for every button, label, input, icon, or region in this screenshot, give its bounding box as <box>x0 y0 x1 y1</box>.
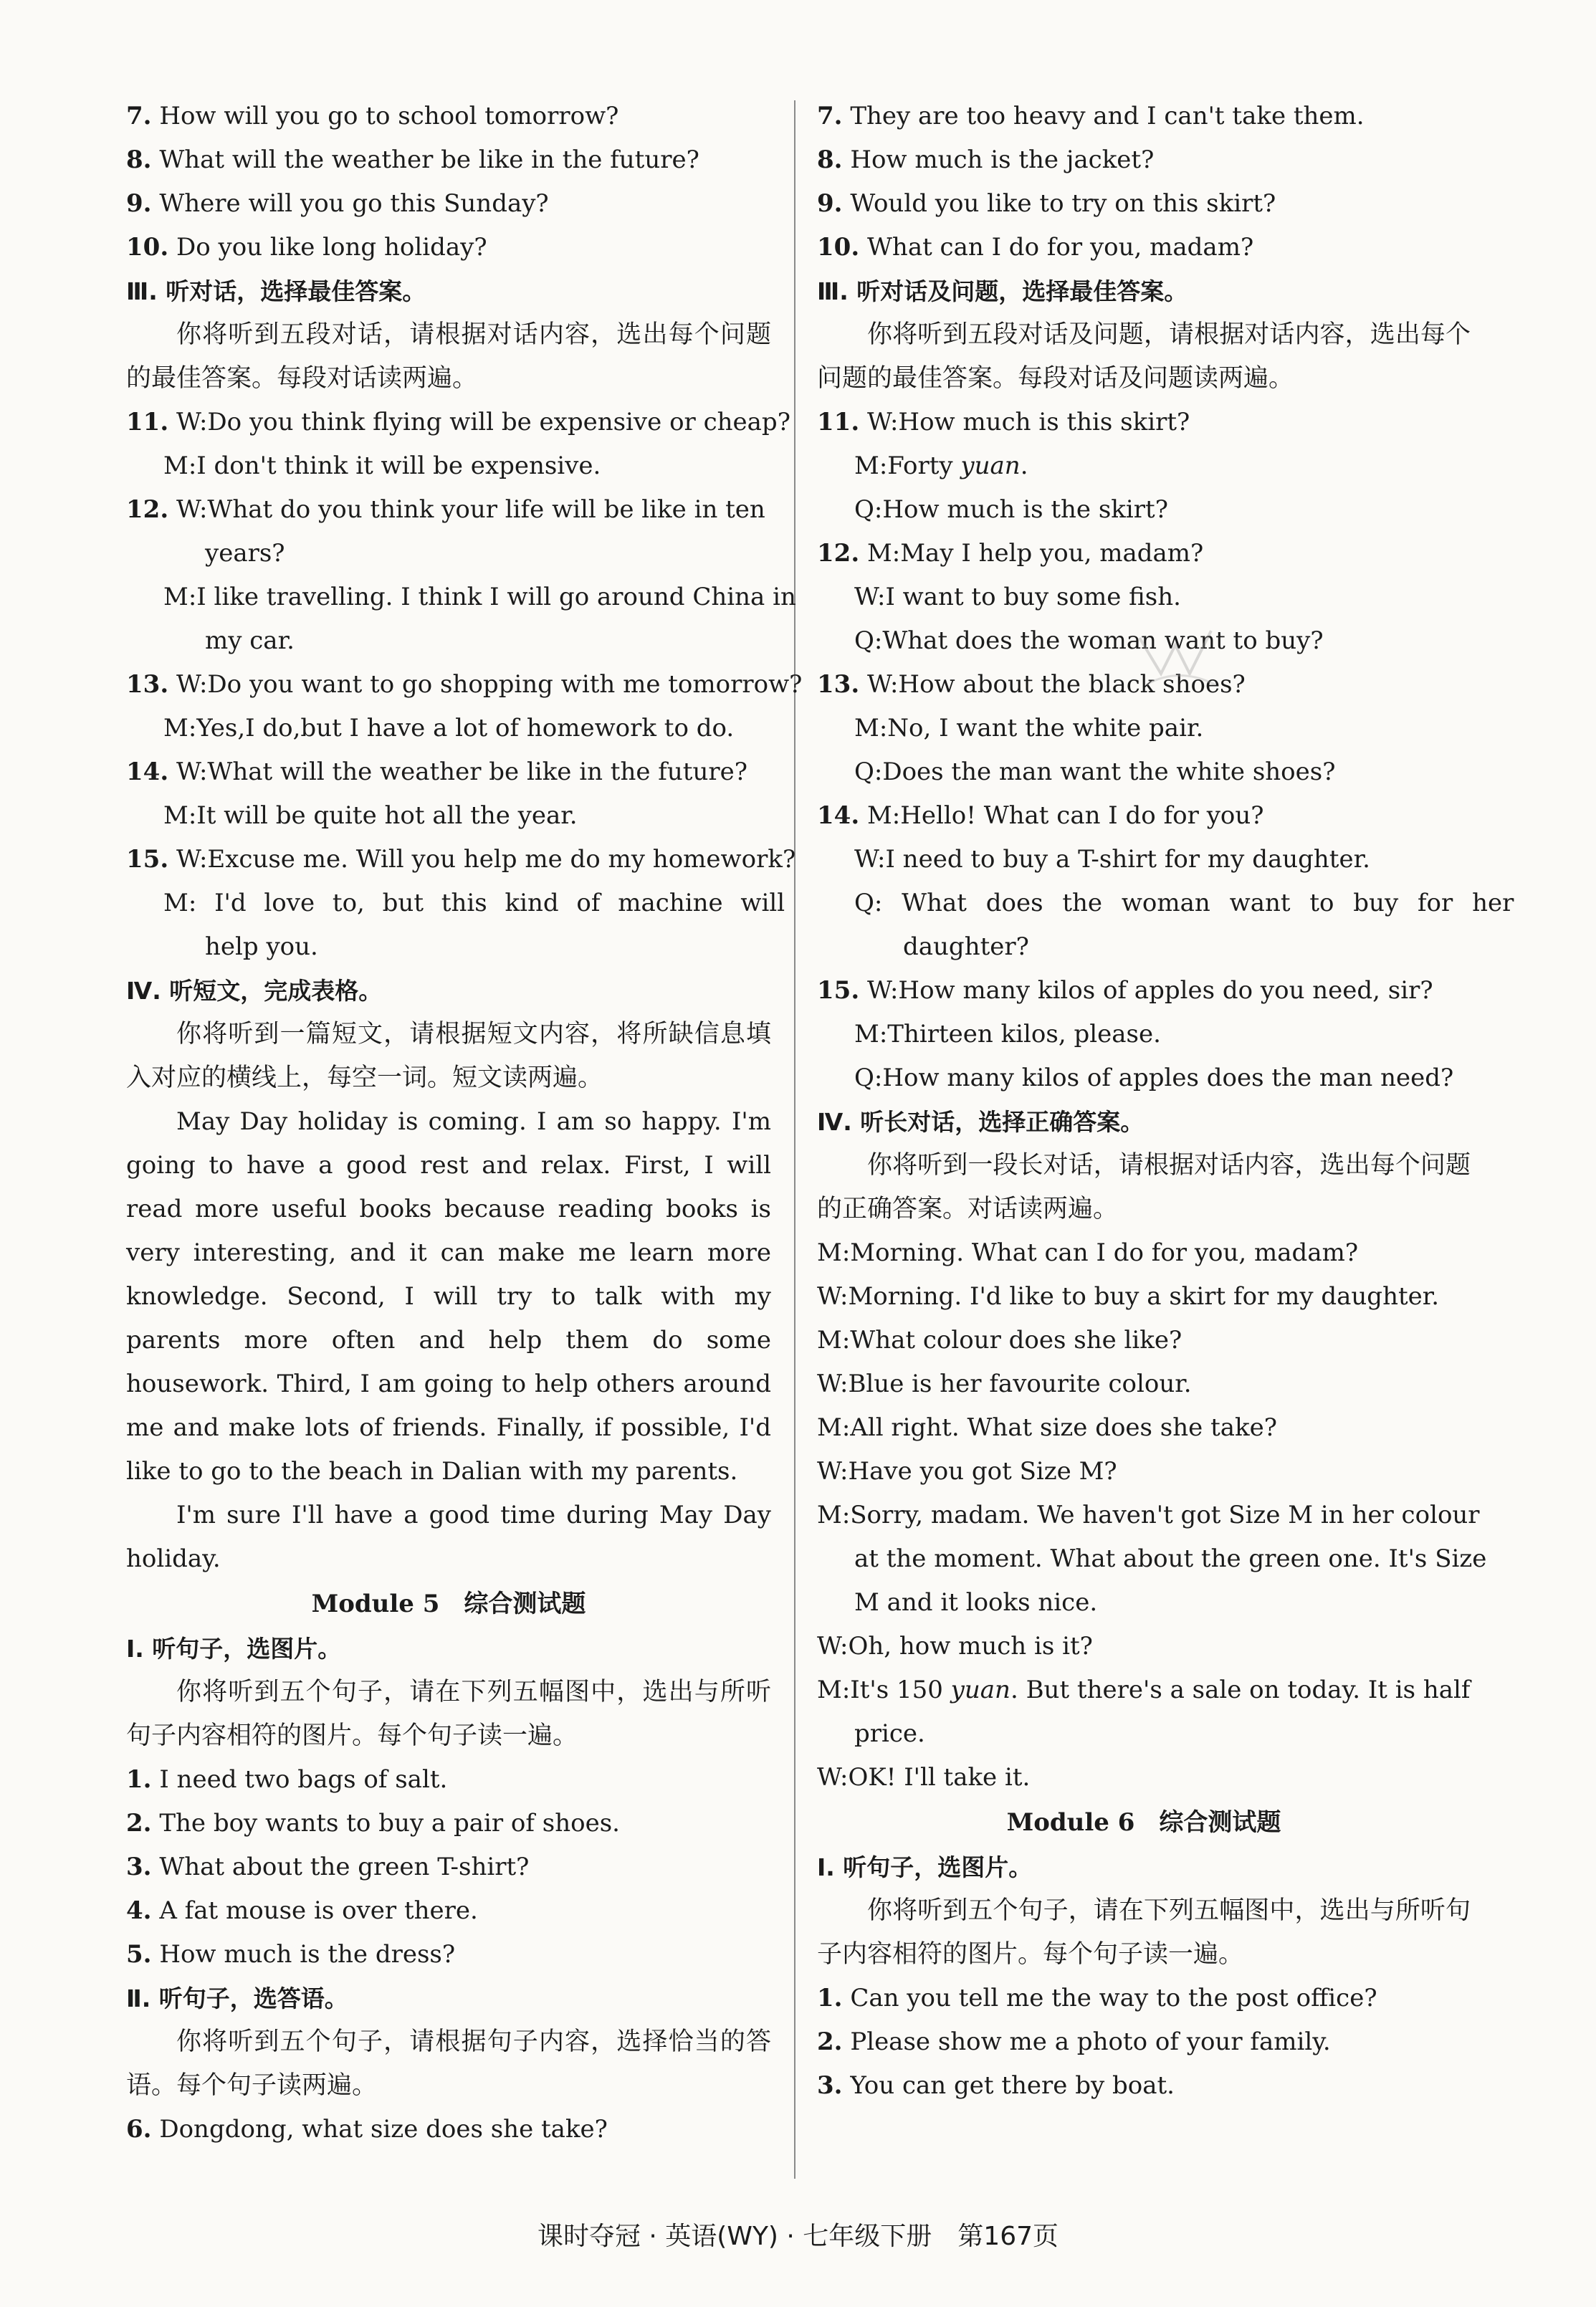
question-15: 15. W:How many kilos of apples do you need, sir? <box>817 976 1433 1005</box>
question-15: 15. W:Excuse me. Will you help me do my homework? <box>126 845 796 874</box>
dialogue-line: daughter? <box>903 932 1029 961</box>
list-item: 2. The boy wants to buy a pair of shoes. <box>126 1809 620 1838</box>
question-8: 8. What will the weather be like in the future? <box>126 145 699 174</box>
section-heading: Ⅲ. 听对话，选择最佳答案。 <box>126 277 426 305</box>
dialogue-line: Q: What does the woman want to buy for her <box>854 889 1514 917</box>
dialogue-line: M:I don't think it will be expensive. <box>163 452 601 480</box>
dialogue-line: price. <box>854 1719 925 1748</box>
question-11: 11. W:How much is this skirt? <box>817 408 1190 436</box>
section-intro: 你将听到五个句子，请根据句子内容，选择恰当的答语。每个句子读两遍。 <box>126 2027 771 2100</box>
dialogue-line: at the moment. What about the green one. It's Size <box>854 1544 1487 1573</box>
section-intro: 你将听到一篇短文，请根据短文内容，将所缺信息填入对应的横线上，每空一词。短文读两遍。 <box>126 1020 771 1092</box>
section-intro: 你将听到五个句子，请在下列五幅图中，选出与所听句子内容相符的图片。每个句子读一遍。 <box>817 1896 1471 1969</box>
list-item: 1. I need two bags of salt. <box>126 1765 448 1794</box>
left-column <box>126 95 803 2151</box>
dialogue-line: Q:How much is the skirt? <box>854 495 1168 524</box>
list-item: 3. You can get there by boat. <box>817 2071 1175 2100</box>
dialogue-line: M:All right. What size does she take? <box>817 1413 1277 1442</box>
question-11: 11. W:Do you think flying will be expensive or cheap? <box>126 408 790 436</box>
question-9: 9. Would you like to try on this skirt? <box>817 189 1276 218</box>
dialogue-line: W:Oh, how much is it? <box>817 1632 1093 1661</box>
module-title: Module 5 综合测试题 <box>311 1590 586 1618</box>
question-14: 14. W:What will the weather be like in the future? <box>126 758 747 786</box>
dialogue-line: M:No, I want the white pair. <box>854 714 1204 742</box>
question-8: 8. How much is the jacket? <box>817 145 1155 174</box>
column-divider <box>794 100 795 2179</box>
dialogue-line: W:Have you got Size M? <box>817 1457 1117 1486</box>
section-heading: Ⅱ. 听句子，选答语。 <box>126 1984 348 2012</box>
question-13: 13. W:How about the black shoes? <box>817 670 1246 699</box>
passage-paragraph: I'm sure I'll have a good time during May Day holiday. <box>126 1501 771 1573</box>
question-7: 7. They are too heavy and I can't take them. <box>817 102 1365 130</box>
list-item: 1. Can you tell me the way to the post office? <box>817 1984 1377 2012</box>
right-column <box>817 95 1514 2108</box>
section-heading: Ⅲ. 听对话及问题，选择最佳答案。 <box>817 277 1188 305</box>
dialogue-line: M:What colour does she like? <box>817 1326 1182 1355</box>
question-12: 12. W:What do you think your life will be like in ten <box>126 495 765 524</box>
section-heading: Ⅳ. 听短文，完成表格。 <box>126 977 383 1005</box>
question-10: 10. What can I do for you, madam? <box>817 233 1254 262</box>
page-footer: 课时夺冠 · 英语(WY) · 七年级下册 第167页 <box>537 2222 1059 2251</box>
dialogue-line: M:Thirteen kilos, please. <box>854 1020 1161 1049</box>
dialogue-line: W:Blue is her favourite colour. <box>817 1370 1192 1398</box>
section-heading: Ⅳ. 听长对话，选择正确答案。 <box>817 1108 1145 1136</box>
list-item: 3. What about the green T-shirt? <box>126 1853 530 1881</box>
dialogue-line: M and it looks nice. <box>854 1588 1098 1617</box>
question-13: 13. W:Do you want to go shopping with me tomorrow? <box>126 670 803 699</box>
dialogue-line: years? <box>205 539 285 568</box>
dialogue-line: help you. <box>205 932 318 961</box>
dialogue-line: M: I'd love to, but this kind of machine will <box>163 889 785 917</box>
section-intro: 你将听到一段长对话，请根据对话内容，选出每个问题的正确答案。对话读两遍。 <box>817 1151 1471 1223</box>
question-7: 7. How will you go to school tomorrow? <box>126 102 619 130</box>
list-item: 4. A fat mouse is over there. <box>126 1896 478 1925</box>
list-item: 2. Please show me a photo of your family. <box>817 2027 1331 2056</box>
dialogue-line: my car. <box>205 626 295 655</box>
watermark-icon <box>1132 616 1225 695</box>
dialogue-line: M:It will be quite hot all the year. <box>163 801 578 830</box>
section-intro: 你将听到五段对话及问题，请根据对话内容，选出每个问题的最佳答案。每段对话及问题读两遍。 <box>817 320 1471 393</box>
question-10: 10. Do you like long holiday? <box>126 233 487 262</box>
dialogue-line: W:OK! I'll take it. <box>817 1763 1031 1792</box>
dialogue-line: M:It's 150 yuan. But there's a sale on today. It is half <box>817 1676 1471 1704</box>
dialogue-line: W:Morning. I'd like to buy a skirt for my daughter. <box>817 1282 1440 1311</box>
question-6: 6. Dongdong, what size does she take? <box>126 2115 608 2144</box>
list-item: 5. How much is the dress? <box>126 1940 456 1969</box>
dialogue-line: W:I need to buy a T-shirt for my daughter. <box>854 845 1370 874</box>
dialogue-line: M:Forty yuan. <box>854 452 1028 480</box>
passage-paragraph: May Day holiday is coming. I am so happy. I'm going to have a good rest and relax. First, I will read more useful books because reading books is very interesting, and it can make me learn more knowledge. Second, I will try to talk with my parents more often and help them do some housework. Third, I am going to help others around me and make lots of friends. Finally, if possible, I'd like to go to the beach in Dalian with my parents. <box>126 1107 771 1486</box>
section-heading: Ⅰ. 听句子，选图片。 <box>817 1853 1033 1881</box>
section-intro: 你将听到五段对话，请根据对话内容，选出每个问题的最佳答案。每段对话读两遍。 <box>126 320 771 393</box>
module-title: Module 6 综合测试题 <box>1006 1808 1281 1837</box>
dialogue-line: Q:What does the woman want to buy? <box>854 626 1324 655</box>
dialogue-line: M:I like travelling. I think I will go around China in <box>163 583 796 611</box>
question-14: 14. M:Hello! What can I do for you? <box>817 801 1264 830</box>
dialogue-line: M:Morning. What can I do for you, madam? <box>817 1238 1359 1267</box>
dialogue-line: Q:Does the man want the white shoes? <box>854 758 1336 786</box>
question-9: 9. Where will you go this Sunday? <box>126 189 549 218</box>
question-12: 12. M:May I help you, madam? <box>817 539 1204 568</box>
dialogue-line: M:Sorry, madam. We haven't got Size M in her colour <box>817 1501 1480 1529</box>
dialogue-line: Q:How many kilos of apples does the man need? <box>854 1064 1454 1092</box>
dialogue-line: W:I want to buy some fish. <box>854 583 1181 611</box>
section-heading: Ⅰ. 听句子，选图片。 <box>126 1635 342 1663</box>
section-intro: 你将听到五个句子，请在下列五幅图中，选出与所听句子内容相符的图片。每个句子读一遍。 <box>126 1678 771 1750</box>
dialogue-line: M:Yes,I do,but I have a lot of homework to do. <box>163 714 735 742</box>
